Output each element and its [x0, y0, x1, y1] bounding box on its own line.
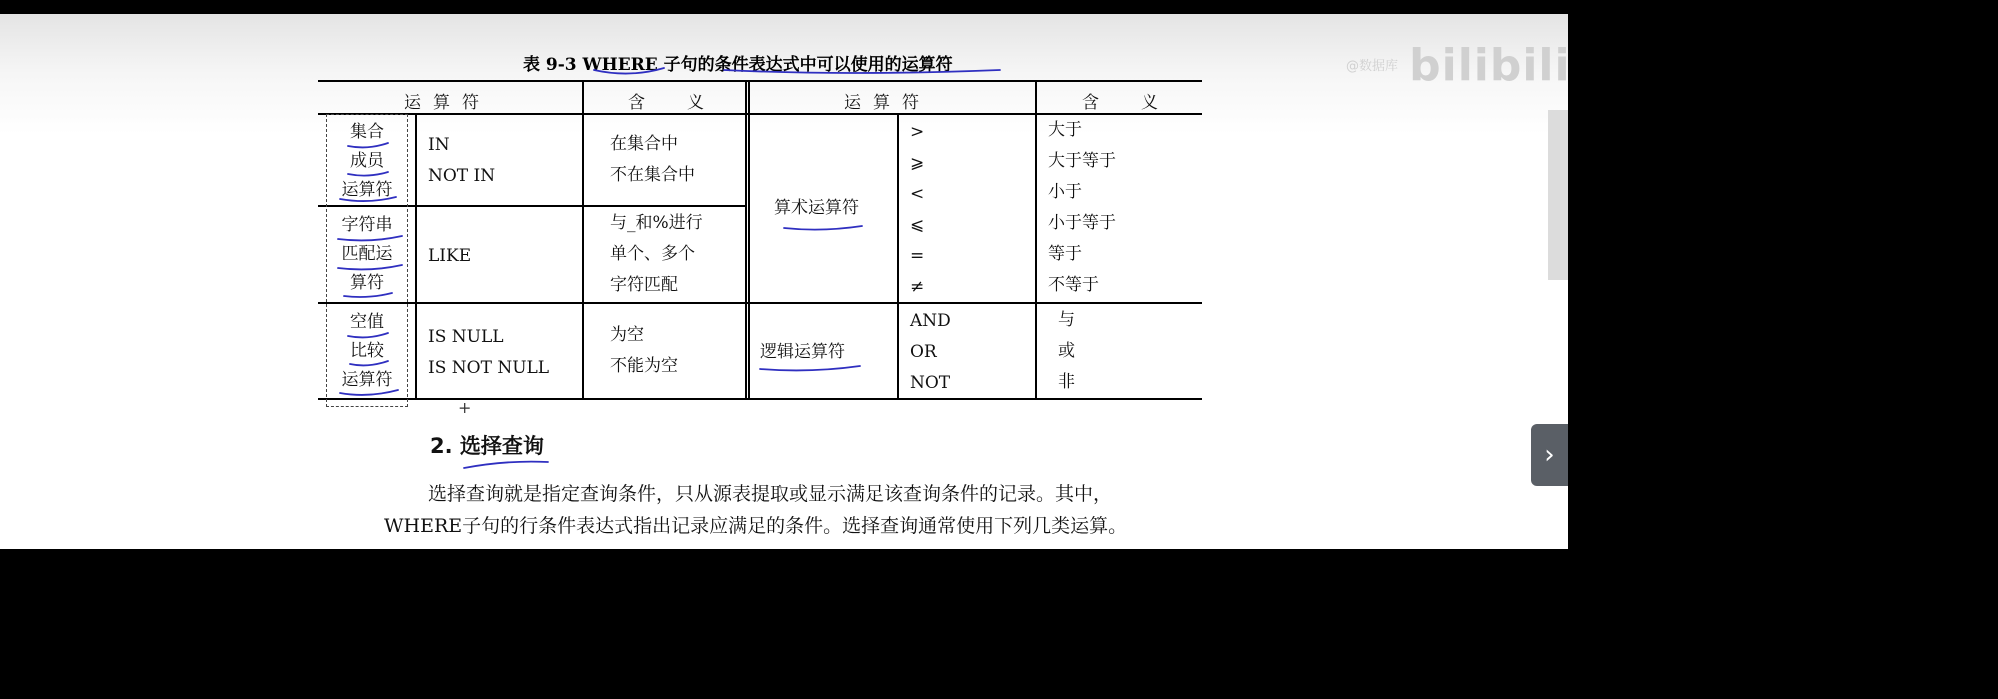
meaning-item: 不能为空 — [610, 356, 678, 376]
operator-item: > — [910, 122, 925, 142]
operator-item: ⩾ — [910, 153, 925, 173]
col-divider-e — [1035, 80, 1037, 398]
header-meaning-left: 含义 — [628, 93, 746, 113]
meaning-item: 大于等于 — [1048, 151, 1116, 171]
col-divider-c1 — [745, 80, 747, 398]
category-set-membership — [330, 118, 404, 205]
category-line: 集合 — [350, 122, 384, 142]
operator-item: NOT IN — [428, 166, 496, 186]
meaning-cell — [1048, 115, 1116, 301]
operator-item: < — [910, 184, 925, 204]
operator-item: AND — [910, 311, 951, 331]
operator-item: IS NULL — [428, 327, 504, 347]
meaning-item: 小于 — [1048, 182, 1082, 202]
meaning-item: 字符匹配 — [610, 275, 678, 295]
operator-item: = — [910, 246, 925, 266]
category-arithmetic: 算术运算符 — [774, 198, 859, 218]
row-divider-right — [747, 302, 1202, 304]
meaning-item: 与 — [1058, 310, 1075, 330]
header-operator-left: 运算符 — [404, 93, 491, 113]
header-meaning-right: 含义 — [1082, 93, 1200, 113]
operator-cell — [910, 117, 924, 303]
col-divider-a — [415, 113, 417, 398]
meaning-item: 或 — [1058, 341, 1075, 361]
category-line: 空值 — [350, 312, 384, 332]
meaning-item: 小于等于 — [1048, 213, 1116, 233]
operator-item: ⩽ — [910, 215, 925, 235]
watermark-user: @数据库 — [1346, 59, 1399, 74]
col-divider-d — [897, 113, 899, 398]
table-bottom-rule — [318, 398, 1202, 400]
meaning-item: 不在集合中 — [610, 165, 695, 185]
category-line: 比较 — [350, 341, 384, 361]
meaning-item: 与_和%进行 — [610, 213, 703, 233]
meaning-item: 不等于 — [1048, 275, 1099, 295]
side-scroll-strip[interactable] — [1548, 110, 1568, 280]
meaning-item: 非 — [1058, 372, 1075, 392]
meaning-cell — [610, 208, 703, 301]
meaning-cell — [610, 320, 678, 382]
meaning-cell — [610, 129, 695, 191]
paragraph-line-2: WHERE子句的行条件表达式指出记录应满足的条件。选择查询通常使用下列几类运算。 — [384, 515, 1128, 537]
table-top-rule — [318, 80, 1202, 82]
operator-item: OR — [910, 342, 937, 362]
meaning-item: 为空 — [610, 325, 644, 345]
category-line: 算符 — [350, 273, 384, 293]
meaning-item: 单个、多个 — [610, 244, 695, 264]
col-divider-b — [582, 80, 584, 398]
operator-item: ≠ — [910, 277, 925, 297]
watermark-logo: bilibili — [1409, 40, 1571, 91]
chevron-right-icon: › — [1544, 440, 1555, 470]
operator-item: IS NOT NULL — [428, 358, 550, 378]
operator-item: IN — [428, 135, 450, 155]
operator-table — [318, 80, 1202, 400]
operator-cell — [428, 322, 549, 384]
operator-cell — [428, 130, 495, 192]
category-line: 成员 — [350, 151, 384, 171]
meaning-item: 大于 — [1048, 120, 1082, 140]
operator-item: LIKE — [428, 246, 472, 266]
meaning-cell — [1058, 305, 1075, 398]
next-page-button[interactable] — [1531, 424, 1568, 486]
operator-cell — [428, 241, 471, 272]
meaning-item: 等于 — [1048, 244, 1082, 264]
header-operator-right: 运算符 — [844, 93, 931, 113]
category-line: 字符串 — [341, 215, 393, 235]
category-logical: 逻辑运算符 — [760, 342, 845, 362]
category-line: 匹配运 — [341, 244, 393, 264]
section-title: 2. 选择查询 — [430, 434, 544, 458]
table-caption: 表 9-3 WHERE 子句的条件表达式中可以使用的运算符 — [523, 55, 953, 75]
category-string-match — [330, 211, 404, 298]
category-line: 运算符 — [341, 370, 393, 390]
col-divider-c2 — [748, 80, 750, 398]
bilibili-watermark — [1346, 40, 1571, 91]
plus-mark: + — [458, 398, 472, 417]
category-line: 运算符 — [341, 180, 393, 200]
operator-item: NOT — [910, 373, 951, 393]
meaning-item: 在集合中 — [610, 134, 678, 154]
operator-cell — [910, 306, 951, 399]
category-null-compare — [330, 308, 404, 395]
paragraph-line-1: 选择查询就是指定查询条件，只从源表提取或显示满足该查询条件的记录。其中， — [428, 483, 1113, 505]
